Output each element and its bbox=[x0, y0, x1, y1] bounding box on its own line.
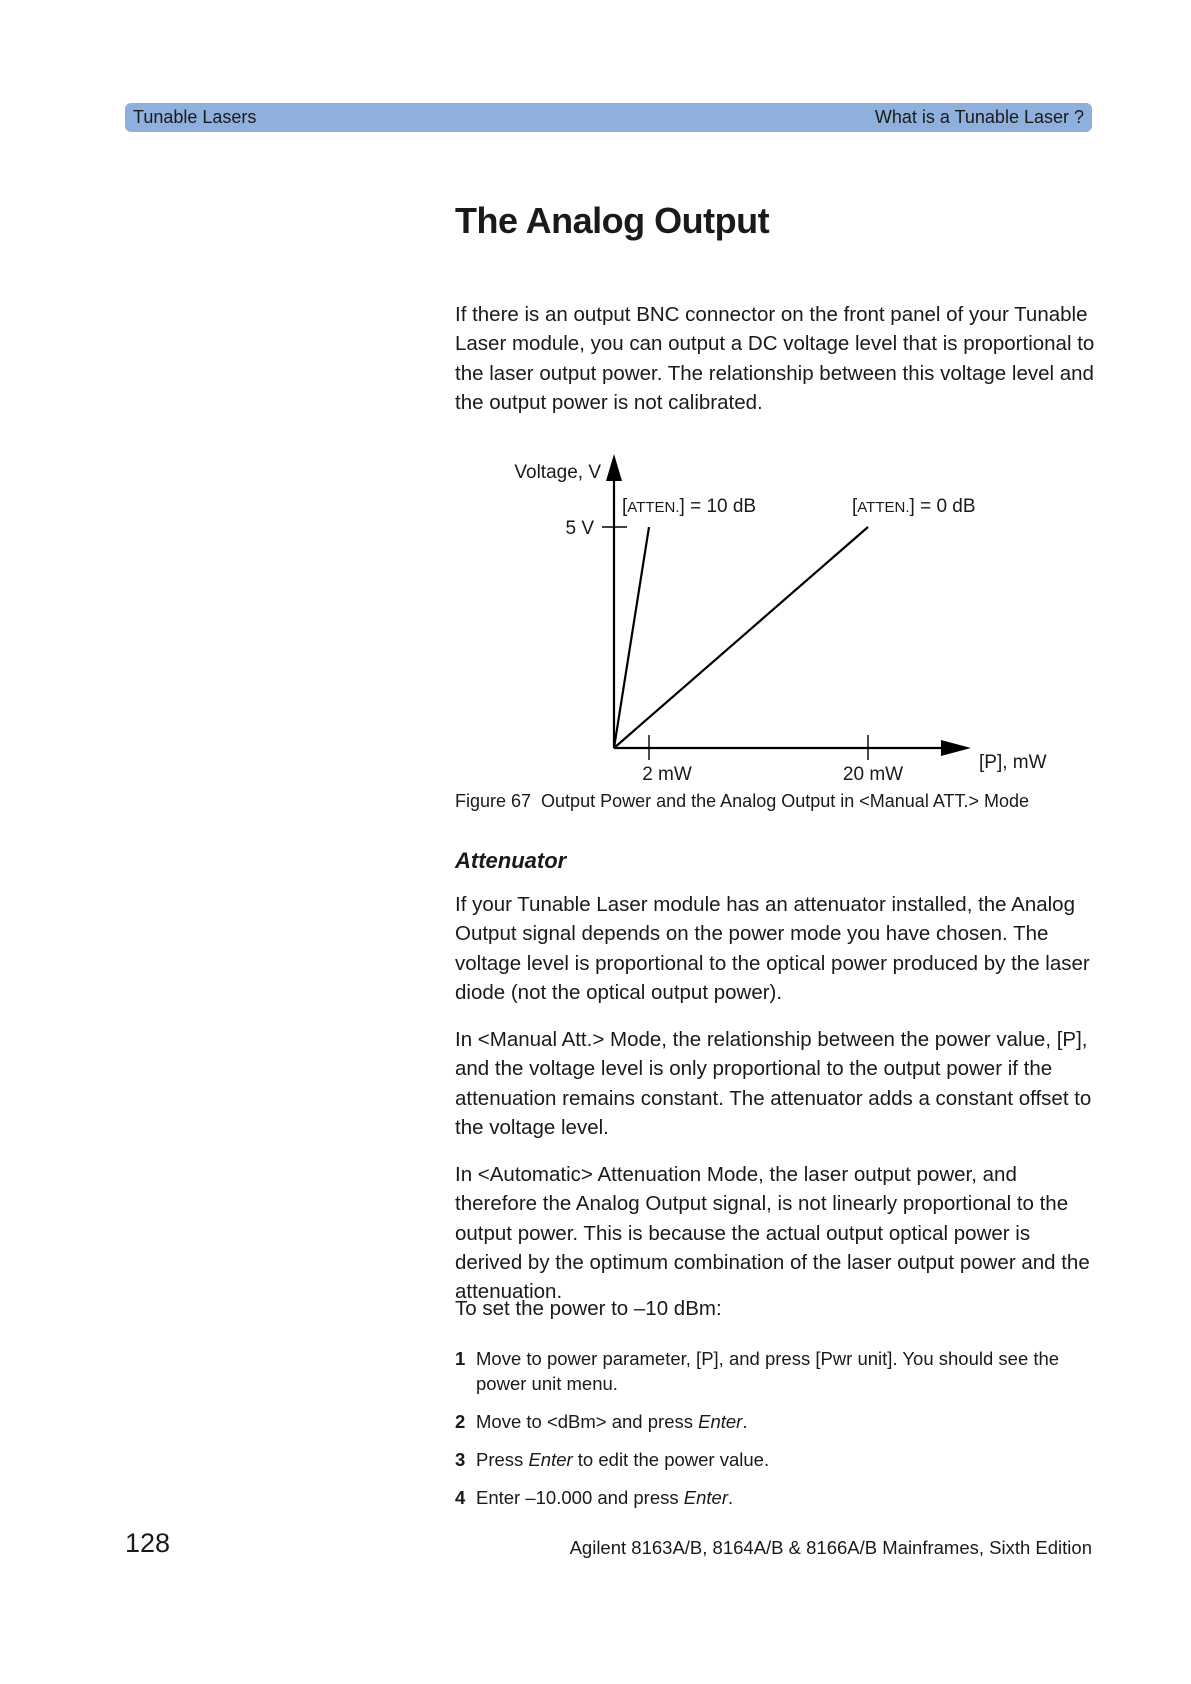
line-atten-0db bbox=[614, 527, 868, 748]
step-number: 4 bbox=[455, 1487, 466, 1508]
step-text: Move to power parameter, [P], and press [Pwr unit]. You should see the power unit menu. bbox=[476, 1348, 1060, 1394]
y-axis-label: Voltage, V bbox=[514, 462, 601, 483]
y-axis-arrowhead bbox=[606, 454, 622, 481]
step-text: Enter –10.000 and press Enter. bbox=[476, 1487, 734, 1508]
step-number: 2 bbox=[455, 1411, 466, 1432]
page-number: 128 bbox=[125, 1528, 171, 1558]
figure-caption bbox=[455, 791, 1029, 812]
figure-number: Figure 67 bbox=[455, 791, 532, 811]
step-number: 1 bbox=[455, 1348, 466, 1369]
running-header bbox=[125, 103, 1092, 132]
procedure-step bbox=[455, 1485, 1100, 1510]
line-atten-10db bbox=[614, 527, 649, 748]
figure-caption-text: Output Power and the Analog Output in <Manual ATT.> Mode bbox=[541, 791, 1030, 811]
attenuator-paragraph-3: In <Automatic> Attenuation Mode, the laser output power, and therefore the Analog Output signal, is not linearly proportional to the output power. This is because the actual output optical power is derived by the optimum combination of the laser output power and the attenuation. bbox=[455, 1163, 1090, 1304]
step-number: 3 bbox=[455, 1449, 466, 1470]
procedure-step bbox=[455, 1409, 1100, 1434]
x-axis-label: [P], mW bbox=[979, 752, 1047, 773]
voltage-power-diagram bbox=[455, 448, 1100, 798]
procedure-steps bbox=[455, 1346, 1100, 1523]
page-title: The Analog Output bbox=[455, 200, 770, 241]
attenuator-paragraph-1: If your Tunable Laser module has an attenuator installed, the Analog Output signal depends on the power mode you have chosen. The voltage level is proportional to the optical power produced by the laser diode (not the optical output power). bbox=[455, 893, 1090, 1004]
header-chapter: Tunable Lasers bbox=[133, 107, 257, 127]
y-tick-label: 5 V bbox=[565, 518, 594, 539]
procedure-intro: To set the power to –10 dBm: bbox=[455, 1297, 722, 1320]
section-heading-attenuator: Attenuator bbox=[455, 848, 567, 873]
x-axis-arrowhead bbox=[941, 740, 971, 756]
label-atten-10db: [Atten.] = 10 dB bbox=[622, 496, 757, 517]
x-tick-label-2mw: 2 mW bbox=[642, 764, 692, 785]
step-text: Press Enter to edit the power value. bbox=[476, 1449, 770, 1470]
intro-paragraph: If there is an output BNC connector on the front panel of your Tunable Laser module, you can output a DC voltage level that is proportional to the laser output power. The relationship between this voltage level and the output power is not calibrated. bbox=[455, 303, 1095, 414]
procedure-step bbox=[455, 1346, 1100, 1396]
header-section: What is a Tunable Laser ? bbox=[874, 107, 1084, 127]
attenuator-paragraph-2: In <Manual Att.> Mode, the relationship between the power value, [P], and the voltage level is only proportional to the output power if the attenuation remains constant. The attenuator adds a constant offset to the voltage level. bbox=[455, 1028, 1092, 1139]
label-atten-0db: [Atten.] = 0 dB bbox=[852, 496, 976, 517]
footer-document-title: Agilent 8163A/B, 8164A/B & 8166A/B Mainframes, Sixth Edition bbox=[569, 1537, 1092, 1558]
analog-output-figure bbox=[455, 448, 1100, 798]
step-text: Move to <dBm> and press Enter. bbox=[476, 1411, 748, 1432]
procedure-step bbox=[455, 1447, 1100, 1472]
x-tick-label-20mw: 20 mW bbox=[842, 764, 904, 785]
